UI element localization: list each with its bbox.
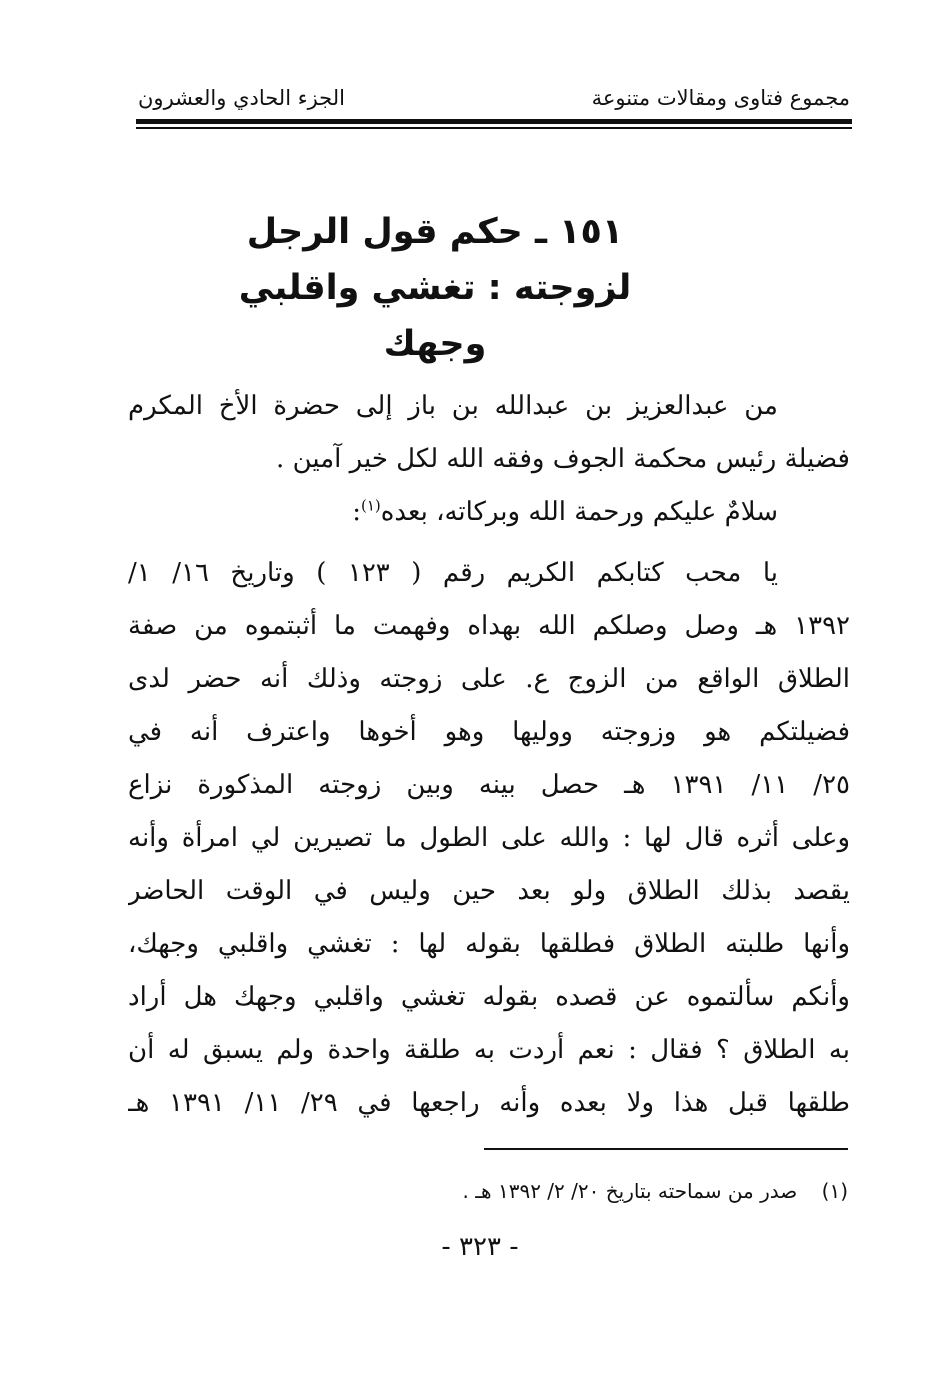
body-line: ١٣٩٢ هـ وصل وصلكم الله بهداه وفهمت ما أثبتموه من صفة xyxy=(128,611,850,641)
footnote-marker: (١) xyxy=(821,1179,848,1203)
article-title-line-2: لزوجته : تغشي واقلبي وجهك xyxy=(238,268,632,364)
running-header xyxy=(138,86,850,116)
header-rule-thick xyxy=(136,119,852,124)
footnote-reference: (١) xyxy=(360,496,381,515)
body-line: وعلى أثره قال لها : والله على الطول ما تصيرين لي امرأة وأنه xyxy=(128,823,850,853)
header-rule-thin xyxy=(136,127,852,129)
salutation-colon: : xyxy=(352,497,361,527)
body-line: طلقها قبل هذا ولا بعده وأنه راجعها في ٢٩/ ١١/ ١٣٩١ هـ xyxy=(128,1088,850,1118)
body-line: به الطلاق ؟ فقال : نعم أردت به طلقة واحدة ولم يسبق له أن xyxy=(128,1035,850,1065)
page-number: - ٣٢٣ - xyxy=(441,1232,519,1262)
paragraph-gap xyxy=(128,539,850,547)
footnote-separator xyxy=(484,1148,848,1150)
body-line: يقصد بذلك الطلاق ولو بعد حين وليس في الوقت الحاضر xyxy=(128,876,850,906)
body-line: من عبدالعزيز بن عبدالله بن باز إلى حضرة الأخ المكرم xyxy=(128,391,778,421)
salutation-text: سلامٌ عليكم ورحمة الله وبركاته، بعده xyxy=(380,497,778,527)
volume-label: الجزء الحادي والعشرون xyxy=(138,86,345,110)
body-line: الطلاق الواقع من الزوج ع. على زوجته وذلك أنه حضر لدى xyxy=(128,664,850,694)
footnote xyxy=(300,1176,848,1206)
body-line: وأنها طلبته الطلاق فطلقها بقوله لها : تغشي واقلبي وجهك، xyxy=(128,929,850,959)
book-title: مجموع فتاوى ومقالات متنوعة xyxy=(591,86,850,110)
article-title-line-1: ١٥١ ـ حكم قول الرجل xyxy=(246,212,624,252)
body-line: فضيلة رئيس محكمة الجوف وفقه الله لكل خير آمين . xyxy=(276,444,850,474)
body-text xyxy=(128,380,850,1130)
body-line: ٢٥/ ١١/ ١٣٩١ هـ حصل بينه وبين زوجته المذكورة نزاع xyxy=(128,770,850,800)
footnote-text: صدر من سماحته بتاريخ ٢٠/ ٢/ ١٣٩٢ هـ . xyxy=(462,1179,798,1203)
body-line: وأنكم سألتموه عن قصده بقوله تغشي واقلبي وجهك هل أراد xyxy=(128,982,850,1012)
body-line xyxy=(128,486,850,539)
article-title xyxy=(200,204,670,372)
body-line: يا محب كتابكم الكريم رقم ( ١٢٣ ) وتاريخ ١٦/ ١/ xyxy=(128,558,778,588)
body-line: فضيلتكم هو وزوجته ووليها وهو أخوها واعترف أنه في xyxy=(128,717,850,747)
